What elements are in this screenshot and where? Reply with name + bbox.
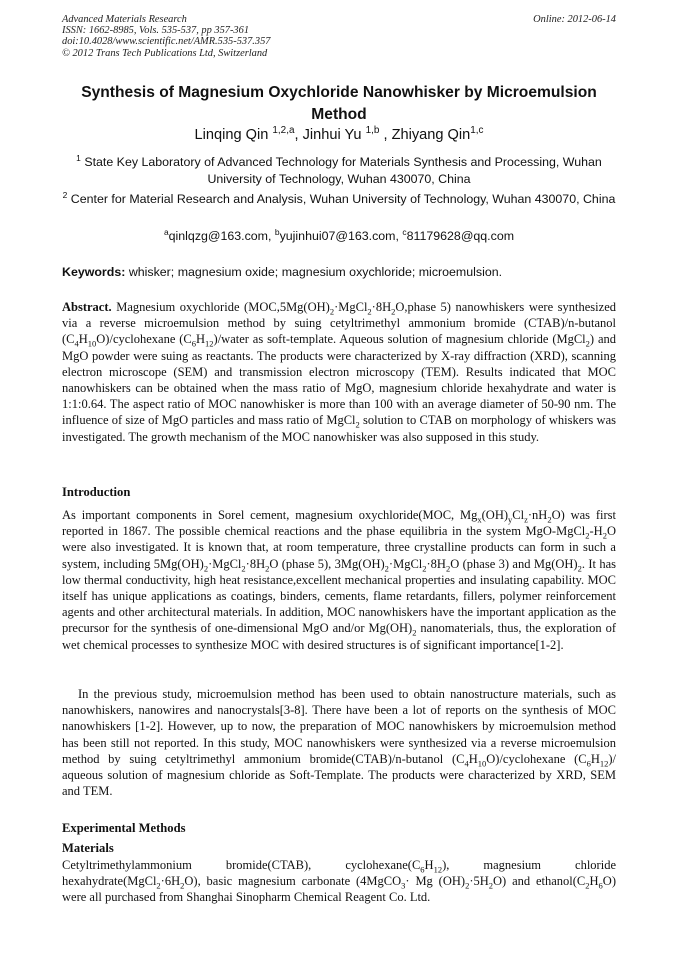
email-address[interactable]: yujinhui07@163.com — [279, 229, 396, 243]
keywords-label: Keywords: — [62, 265, 126, 279]
author-affiliation-mark: 1,2,a — [272, 125, 295, 137]
issn-line: ISSN: 1662-8985, Vols. 535-537, pp 357-361 — [62, 25, 250, 37]
email-list: $^a$qinlqzg@163.com, $^b$yujinhui07@163.com, $^c$81179628@qq.com — [163, 226, 515, 243]
affiliation-text: State Key Laboratory of Advanced Technology for Materials Synthesis and Processing, Wuhan University of Technology, Wuhan 430070, China — [84, 155, 602, 186]
abstract-label: Abstract. — [62, 300, 112, 314]
introduction-paragraph-2: In the previous study, microemulsion method has been used to obtain nanostructure materials, such as nanowhiskers, nanowires and nanocrystals[3-8]. There have been a lot of reports on the synthesis of MOC nanowhiskers [1-2]. However, up to now, the preparation of MOC nanowhiskers by microemulsion method has been still not reported. In this study, MOC nanowhiskers were synthesized via a reverse microemulsion method by suing cetyltrimethyl ammonium bromide(CTAB)/n-butanol $(C_4H_{10}O)$/cyclohexane $(C_6H_{12})/$ aqueous solution of magnesium chloride as Soft-Template. The products were characterized by XRD, SEM and TEM. — [62, 687, 616, 799]
subsection-heading-materials: Materials — [62, 841, 114, 855]
abstract-paragraph: Abstract. Magnesium oxychloride ($MOC,5Mg(OH)_2\cdot MgCl_2\cdot 8H_2O,phase$ 5) nanowhiskers were synthesized via a reverse microemulsion method by suing cetyltrimethyl ammonium bromide (CTAB)/n-butanol $(C_4H_{10}O)$/cyclohexane $(C_6H_{12})$/water as soft-template. Aqueous solution of magnesium chloride (MgCl$_2$) and MgO powder were suing as reactants. The products were characterized by X-ray diffraction (XRD), scanning electron microscope (SEM) and transmission electron microscopy (TEM). Results indicated that MOC nanowhiskers can be obtained when the mass ratio of MgO, magnesium chloride hexahydrate and water is 1:1:0.64. The aspect ratio of MOC nanowhisker is more than 100 with an average diameter of 50-90 nm. The influence of size of MgO particles and mass ratio of MgCl$_2$ solution to CTAB on morphology of whiskers was investigated. The growth mechanism of the MOC nanowhisker was also supposed in this study. — [62, 300, 616, 444]
email-mark: a — [163, 226, 169, 237]
affiliation-2 — [62, 191, 616, 208]
introduction-paragraph-1: As important components in Sorel cement, magnesium oxychloride(MOC, $Mg_x(OH)_yCl_z\cdot nH_2O$) was first reported in 1867. The possible chemical reactions and the phase equilibria in the system MgO-$MgCl_2-H_2O$ were also investigated. It is known that, at room temperature, three crystalline products can form in such a system, including $5Mg(OH)_2\cdot MgCl_2\cdot 8H_2O$ (phase 5), $3Mg(OH)_2\cdot MgCl_2\cdot 8H_2O$ (phase 3) and $Mg(OH)_2$. It has low thermal conductivity, high heat resistance,excellent mechanical properties and insulating capability. MOC itself has unique applications as coatings, binders, cements, flame retardants, fillers, polymer reinforcement agents and other architectural materials. In addition, MOC nanowhiskers have the important application as the precursor for the synthesis of one-dimensional MgO and/or $Mg(OH)_2$ nanomaterials, thus, the exploration of wet chemical processes to synthesize MOC with desired structures is of significant importance[1-2]. — [62, 508, 616, 652]
email-address[interactable]: qinlqzg@163.com — [168, 229, 269, 243]
email-address[interactable]: 81179628@qq.com — [406, 229, 515, 243]
journal-name: Advanced Materials Research — [62, 14, 187, 25]
author-name: Linqing Qin — [194, 127, 269, 143]
journal-header — [62, 14, 616, 59]
author-name: Jinhui Yu — [302, 127, 362, 143]
affiliation-1 — [62, 154, 616, 188]
keywords-text: whisker; magnesium oxide; magnesium oxychloride; microemulsion. — [128, 265, 503, 279]
author-affiliation-mark: 1,c — [470, 125, 484, 137]
author-affiliation-mark: 1,b — [365, 125, 380, 137]
affiliation-mark: 1 — [76, 152, 81, 163]
author-list: Linqing Qin $^{1,2,a}$, Jinhui Yu $^{1,b}$ , Zhiyang Qin$^{1,c}$ — [194, 125, 484, 143]
section-heading-experimental: Experimental Methods — [62, 821, 186, 835]
copyright-line: © 2012 Trans Tech Publications Ltd, Switzerland — [62, 47, 268, 59]
affiliation-text: Center for Material Research and Analysis, Wuhan University of Technology, Wuhan 430070, China — [70, 192, 616, 206]
doi-line: doi:10.4028/www.scientific.net/AMR.535-537.357 — [62, 36, 271, 48]
author-name: Zhiyang Qin — [391, 127, 471, 143]
affiliation-mark: 2 — [62, 189, 68, 200]
section-heading-introduction: Introduction — [62, 485, 131, 499]
paper-title: Synthesis of Magnesium Oxychloride Nanowhisker by Microemulsion Method — [81, 84, 597, 123]
materials-paragraph: Cetyltrimethylammonium bromide(CTAB), $cyclohexane(C_6H_{12})$, magnesium chloride $hexahydrate(MgCl_2\cdot 6H_2O)$, basic magnesium carbonate (4MgCO$_3$· Mg $(OH)_2\cdot 5H_2O$) and $ethanol(C_2H_6O)$ were all purchased from Shanghai Sinopharm Chemical Reagent Co. Ltd. — [62, 858, 616, 905]
keywords-line — [62, 264, 616, 280]
email-mark: b — [274, 226, 280, 237]
online-date: Online: 2012-06-14 — [533, 14, 616, 25]
email-mark: c — [402, 226, 407, 237]
